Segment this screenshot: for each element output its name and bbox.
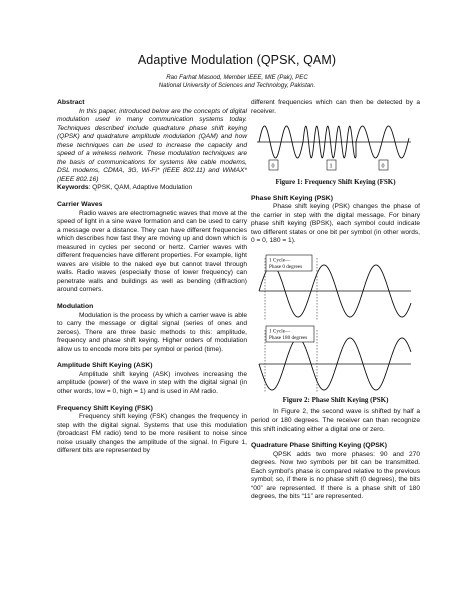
right-column — [251, 99, 420, 502]
figure-1-caption: Figure 1: Frequency Shift Keying (FSK) — [275, 178, 396, 187]
fig1-bit-2: 1 — [329, 163, 333, 170]
ask-heading: Amplitude Shift Keying (ASK) — [57, 362, 153, 370]
fsk-text-continued: different frequencies which can then be detected by a receiver. — [251, 99, 420, 115]
fig1-bit-1: 0 — [271, 163, 275, 170]
fig1-bit-3: 0 — [381, 163, 385, 170]
figure-2-psk-diagram — [251, 246, 420, 396]
abstract-heading: Abstract — [57, 99, 85, 106]
keywords-line — [57, 184, 247, 193]
qpsk-heading: Quadrature Phase Shifting Keying (QPSK) — [251, 442, 387, 450]
ask-text: Amplitude shift keying (ASK) involves increasing the amplitude (power) of the wave in step with the digital signal (in other words, low = 0, high = 1) and is used in AM radio. — [57, 370, 247, 395]
fsk-text: Frequency shift keying (FSK) changes the frequency in step with the digital signal. Systems that use this modulation (broadcast FM radio) tend to be more resilient to noise since noise usually changes the amplitude of the signal. In Figure 1, different bits are represented by — [57, 413, 247, 455]
carrier-waves-text: Radio waves are electromagnetic waves that move at the speed of light in a sine wave formation and can be used to carry a message over a distance. They can have different frequencies which describes how fast they are moving up and down which is measured in cycles per second or hertz. Carrier waves with different frequencies have different properties. For example, light waves are visible to the naked eye but cannot travel through walls. Radio waves (especially those of lower frequency) can penetrate walls and buildings as well as bending (diffraction) around corners. — [57, 209, 247, 294]
keywords-text: : QPSK, QAM, Adaptive Modulation — [88, 184, 193, 192]
modulation-text: Modulation is the process by which a carrier wave is able to carry the message or digital signal (series of ones and zeroes). There are three basic methods to this: amplitude, frequency and phase shift keying. Higher orders of modulation allow us to encode more bits per symbol or period (time). — [57, 311, 247, 353]
carrier-waves-heading: Carrier Waves — [57, 201, 103, 209]
abstract-text: In this paper, introduced below are the concepts of digital modulation used in many communication systems today. Techniques described include quadrature phase shift keying (QPSK) and quadrature amplitude modulation (QAM) and how these techniques can be used to increase the capacity and speed of a wireless network. These modulation techniques are the basis of communications for systems like cable modems, DSL modems, CDMA, 3G, Wi-Fi* (IEEE 802.11) and WiMAX* (IEEE 802.16) — [57, 107, 247, 183]
paper-authors: Rao Farhat Masood, Member IEEE, MIE (Pak), PEC — [166, 74, 308, 81]
fig2-top-label-line1: 1 Cycle— — [269, 257, 291, 264]
paper-affiliation: National University of Sciences and Technology, Pakistan. — [158, 82, 316, 89]
psk-text: Phase shift keying (PSK) changes the phase of the carrier in step with the digital message. For binary phase shift keying (BPSK), each symbol could indicate two different states or one bit per symbol (in other words, 0 = 0, 180 = 1). — [251, 203, 420, 245]
fsk-heading: Frequency Shift Keying (FSK) — [57, 404, 153, 412]
left-column — [57, 99, 247, 456]
qpsk-text: QPSK adds two more phases: 90 and 270 degrees. Now two symbols per bit can be transmitted. Each symbol’s phase is compared relative to the previous symbol; so, if there is no phase shift (0 degrees), the bits “00” are represented. If there is a phase shift of 180 degrees, the bits “11” are represented. — [251, 450, 420, 501]
figure-1-fsk-diagram — [251, 116, 420, 178]
figure-2-caption: Figure 2: Phase Shift Keying (PSK) — [282, 395, 389, 404]
psk-text-after-figure: In Figure 2, the second wave is shifted by half a period or 180 degrees. The receiver can than recognize this shift indicating either a digital one or zero. — [251, 408, 420, 433]
keywords-label: Keywords — [57, 184, 89, 192]
modulation-heading: Modulation — [57, 303, 94, 311]
fig2-top-label-line2: Phase 0 degrees — [269, 263, 303, 270]
fig2-bottom-label-line2: Phase 180 degrees — [269, 334, 308, 341]
paper-title: Adaptive Modulation (QPSK, QAM) — [137, 53, 337, 67]
fig2-bottom-label-line1: 1 Cycle— — [269, 328, 291, 335]
psk-heading: Phase Shift Keying (PSK) — [251, 194, 333, 202]
